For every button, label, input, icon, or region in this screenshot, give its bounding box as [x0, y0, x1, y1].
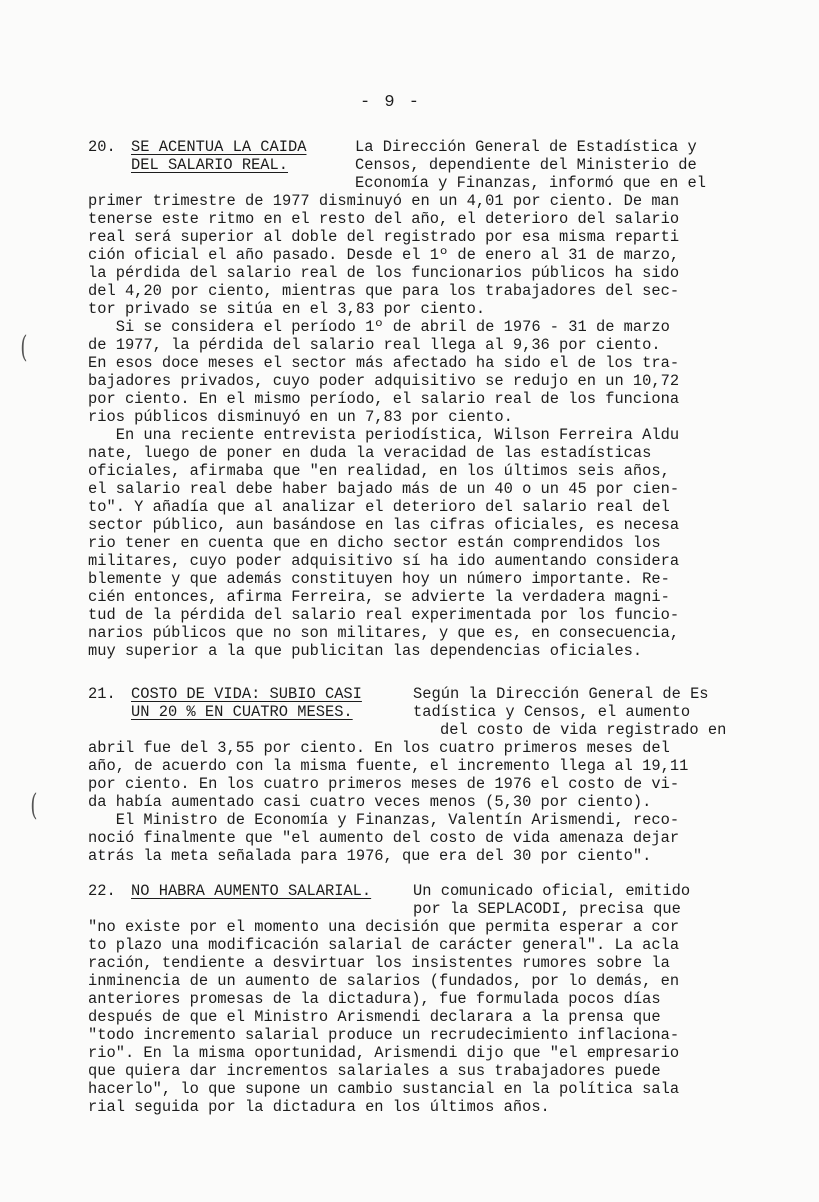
body-line: En esos doce meses el sector más afectado ha sido el de los tra- — [88, 354, 680, 372]
body-line: el salario real debe haber bajado más de un 40 o un 45 por cien- — [88, 480, 680, 498]
body-line: "todo incremento salarial produce un recrudecimiento inflaciona- — [88, 1026, 680, 1044]
body-line: real será superior al doble del registrado por esa misma reparti — [88, 228, 680, 246]
intro-line: del costo de vida registrado en — [440, 721, 727, 739]
body-line: ción oficial el año pasado. Desde el 1º de enero al 31 de marzo, — [88, 246, 680, 264]
body-line: oficiales, afirmaba que "en realidad, en los últimos seis años, — [88, 462, 670, 480]
body-line: atrás la meta señalada para 1976, que era del 30 por ciento". — [88, 847, 652, 865]
body-line: En una reciente entrevista periodística, Wilson Ferreira Aldu — [88, 426, 680, 444]
body-line: por ciento. En el mismo período, el salario real de los funciona — [88, 390, 680, 408]
body-line: la pérdida del salario real de los funcionarios públicos ha sido — [88, 264, 680, 282]
section-title: SE ACENTUA LA CAIDA — [131, 138, 307, 156]
page-number: - 9 - — [360, 93, 422, 112]
body-line: rial seguida por la dictadura en los últimos años. — [88, 1098, 550, 1116]
body-line: to plazo una modificación salarial de carácter general". La acla — [88, 936, 680, 954]
body-line: nate, luego de poner en duda la veracidad de las estadísticas — [88, 444, 652, 462]
body-line: hacerlo", lo que supone un cambio sustancial en la política sala — [88, 1080, 680, 1098]
body-line: rio tener en cuenta que en dicho sector están comprendidos los — [88, 534, 661, 552]
section-number: 20. — [88, 138, 116, 156]
body-line: blemente y que además constituyen hoy un número importante. Re- — [88, 570, 670, 588]
body-line: rio". En la misma oportunidad, Arismendi dijo que "el empresario — [88, 1044, 680, 1062]
body-line: ración, tendiente a desvirtuar los insistentes rumores sobre la — [88, 954, 670, 972]
intro-line: La Dirección General de Estadística y — [355, 138, 697, 156]
intro-line: Economía y Finanzas, informó que en el — [355, 174, 706, 192]
intro-line: Un comunicado oficial, emitido — [413, 882, 691, 900]
body-line: sector público, aun basándose en las cifras oficiales, es necesa — [88, 516, 680, 534]
body-line: bajadores privados, cuyo poder adquisitivo se redujo en un 10,72 — [88, 372, 680, 390]
margin-mark: ( — [30, 788, 38, 823]
body-line: anteriores promesas de la dictadura), fue formulada pocos días — [88, 990, 661, 1008]
body-line: tud de la pérdida del salario real experimentada por los funcio- — [88, 606, 680, 624]
body-line: del 4,20 por ciento, mientras que para los trabajadores del sec- — [88, 282, 680, 300]
body-line: por ciento. En los cuatro primeros meses de 1976 el costo de vi- — [88, 775, 680, 793]
section-number: 22. — [88, 882, 116, 900]
body-line: de 1977, la pérdida del salario real llega al 9,36 por ciento. — [88, 336, 661, 354]
body-line: da había aumentado casi cuatro veces menos (5,30 por ciento). — [88, 793, 652, 811]
body-line: después de que el Ministro Arismendi declarara a la prensa que — [88, 1008, 661, 1026]
body-line: primer trimestre de 1977 disminuyó en un 4,01 por ciento. De man — [88, 192, 680, 210]
body-line: cién entonces, afirma Ferreira, se advierte la verdadera magni- — [88, 588, 670, 606]
section-title: UN 20 % EN CUATRO MESES. — [131, 703, 353, 721]
body-line: tenerse este ritmo en el resto del año, el deterioro del salario — [88, 210, 680, 228]
body-line: narios públicos que no son militares, y que es, en consecuencia, — [88, 624, 680, 642]
body-line: que quiera dar incrementos salariales a sus trabajadores puede — [88, 1062, 661, 1080]
margin-mark: ( — [20, 330, 28, 365]
body-line: tor privado se sitúa en el 3,83 por ciento. — [88, 300, 486, 318]
section-number: 21. — [88, 685, 116, 703]
body-line: to". Y añadía que al analizar el deterioro del salario real del — [88, 498, 670, 516]
intro-line: Censos, dependiente del Ministerio de — [355, 156, 697, 174]
body-line: año, de acuerdo con la misma fuente, el incremento llega al 19,11 — [88, 757, 689, 775]
body-line: Si se considera el período 1º de abril de 1976 - 31 de marzo — [88, 318, 670, 336]
body-line: abril fue del 3,55 por ciento. En los cuatro primeros meses del — [88, 739, 670, 757]
intro-line: por la SEPLACODI, precisa que — [413, 900, 681, 918]
body-line: "no existe por el momento una decisión que permita esperar a cor — [88, 918, 680, 936]
body-line: rios públicos disminuyó en un 7,83 por ciento. — [88, 408, 513, 426]
section-title: COSTO DE VIDA: SUBIO CASI — [131, 685, 362, 703]
body-line: El Ministro de Economía y Finanzas, Valentín Arismendi, reco- — [88, 811, 680, 829]
section-title: DEL SALARIO REAL. — [131, 156, 289, 174]
body-line: militares, cuyo poder adquisitivo sí ha ido aumentando considera — [88, 552, 680, 570]
body-line: inminencia de un aumento de salarios (fundados, por lo demás, en — [88, 972, 680, 990]
section-title: NO HABRA AUMENTO SALARIAL. — [131, 882, 372, 900]
body-line: muy superior a la que publicitan las dependencias oficiales. — [88, 642, 643, 660]
body-line: noció finalmente que "el aumento del costo de vida amenaza dejar — [88, 829, 680, 847]
intro-line: tadística y Censos, el aumento — [413, 703, 691, 721]
intro-line: Según la Dirección General de Es — [413, 685, 709, 703]
